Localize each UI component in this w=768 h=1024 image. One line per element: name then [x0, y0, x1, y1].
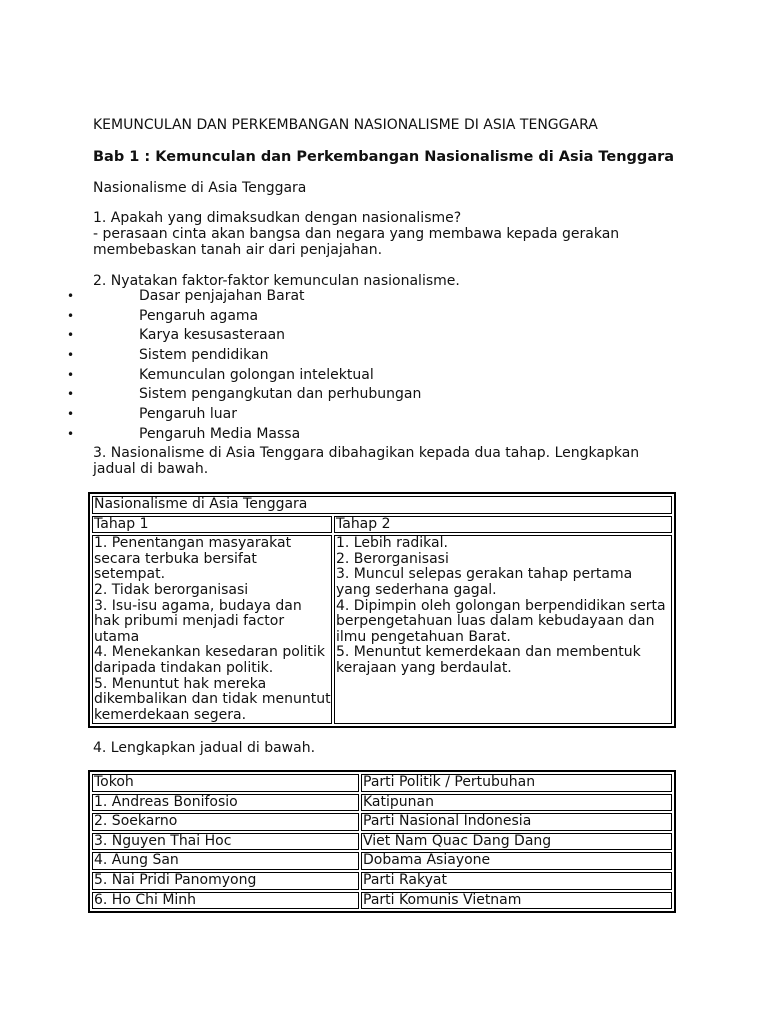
- table-row: [92, 535, 672, 724]
- bullet-icon: •: [67, 289, 75, 303]
- question-4: 4. Lengkapkan jadual di bawah.: [93, 740, 316, 756]
- document-page: KEMUNCULAN DAN PERKEMBANGAN NASIONALISME DI ASIA TENGGARA Bab 1 : Kemunculan dan Perkembangan Nasionalisme di Asia Tenggara Nasionalisme di Asia Tenggara 1. Apakah yang dimaksudkan dengan nasionalisme? - perasaan cinta akan bangsa dan negara yang membawa kepada gerakan membebaskan tanah air dari penjajahan. 2. Nyatakan faktor-faktor kemunculan nasionalisme. • Dasar penjajahan Barat • Pengaruh agama • Karya kesusasteraan • Sistem pendidikan • Kemunculan golongan intelektual • Sistem pengangkutan dan perhubungan • Pengaruh luar • Pengaruh Media Massa 3. Nasionalisme di Asia Tenggara dibahagikan kepada dua tahap. Lengkapkan jadual di bawah. Nasionalisme di Asia Tenggara Tahap 1 Tahap 2 1. Penentangan masyarakat secara terbuka bersifat setempat. 2. Tidak berorganisasi 3. Isu-isu agama, budaya dan hak pribumi menjadi factor utama 4. Menekankan kesedaran politik daripada tindakan politik. 5. Menuntut hak mereka dikembalikan dan tidak menuntut kemerdekaan segera. 1. Lebih radikal. 2. Berorganisasi 3. Muncul selepas gerakan tahap pertama yang sederhana gagal. 4. Dipimpin oleh golongan berpendidikan serta berpengetahuan luas dalam kebudayaan dan ilmu pengetahuan Barat. 5. Menuntut kemerdekaan dan membentuk kerajaan yang berdaulat. 4. Lengkapkan jadual di bawah. Tokoh Parti Politik / Pertubuhan 1. Andreas Bonifosio Katipunan 2. Soekarno Parti Nasional Indonesia 3. Nguyen Thai Hoc Viet Nam Quac Dang Dang 4. Aung San Dobama Asiayone 5. Nai Pridi Panomyong Parti Rakyat 6. Ho Chi Minh Parti Komunis Vietnam: [0, 0, 768, 1024]
- tokoh-cell: 4. Aung San: [92, 852, 359, 870]
- tokoh-cell: 5. Nai Pridi Panomyong: [92, 872, 359, 890]
- stage-2-cell: [334, 535, 672, 724]
- column-header-parti: Parti Politik / Pertubuhan: [361, 774, 672, 792]
- stage-1-line: 4. Menekankan kesedaran politik: [94, 644, 326, 661]
- bullet-icon: •: [67, 407, 75, 422]
- table-row: [92, 833, 672, 851]
- figures-table: [88, 770, 676, 913]
- question-2: 2. Nyatakan faktor-faktor kemunculan nasionalisme.: [93, 273, 460, 289]
- chapter-heading: Bab 1 : Kemunculan dan Perkembangan Nasionalisme di Asia Tenggara: [93, 149, 675, 165]
- table-caption: Nasionalisme di Asia Tenggara: [92, 496, 672, 514]
- stage-2-line: 5. Menuntut kemerdekaan dan membentuk: [336, 644, 641, 661]
- parti-cell: Parti Rakyat: [361, 872, 672, 890]
- stage-2-line: 3. Muncul selepas gerakan tahap pertama: [336, 566, 633, 583]
- stage-2-line: yang sederhana gagal.: [336, 581, 497, 598]
- stage-1-line: dikembalikan dan tidak menuntut: [94, 691, 331, 708]
- stage-2-line: 4. Dipimpin oleh golongan berpendidikan serta: [336, 597, 666, 614]
- stages-table: [88, 492, 676, 728]
- table-row: [92, 813, 672, 831]
- column-header-tokoh: Tokoh: [92, 774, 359, 792]
- stage-1-line: 3. Isu-isu agama, budaya dan: [94, 597, 302, 614]
- stage-1-line: utama: [94, 628, 140, 645]
- table-row: [92, 794, 672, 812]
- stage-2-line: kerajaan yang berdaulat.: [336, 659, 512, 676]
- answer-1-line-2: membebaskan tanah air dari penjajahan.: [93, 242, 383, 258]
- question-3-line-1: 3. Nasionalisme di Asia Tenggara dibahagikan kepada dua tahap. Lengkapkan: [93, 445, 640, 461]
- parti-cell: Viet Nam Quac Dang Dang: [361, 833, 672, 851]
- stage-1-line: daripada tindakan politik.: [94, 659, 274, 676]
- table-row: [92, 774, 672, 792]
- stage-1-line: kemerdekaan segera.: [94, 706, 247, 723]
- stage-1-cell: [92, 535, 332, 724]
- stage-1-line: secara terbuka bersifat: [94, 550, 257, 567]
- parti-cell: Parti Komunis Vietnam: [361, 892, 672, 910]
- section-subheading: Nasionalisme di Asia Tenggara: [93, 180, 307, 196]
- tokoh-cell: 6. Ho Chi Minh: [92, 892, 359, 910]
- stage-1-line: 1. Penentangan masyarakat: [94, 535, 292, 552]
- stage-1-line: hak pribumi menjadi factor: [94, 613, 285, 630]
- table-row: [92, 516, 672, 534]
- stage-1-line: setempat.: [94, 566, 166, 583]
- column-header-stage-2: Tahap 2: [334, 516, 672, 534]
- column-header-stage-1: Tahap 1: [92, 516, 332, 534]
- stage-2-line: 1. Lebih radikal.: [336, 535, 448, 552]
- table-row: [92, 852, 672, 870]
- parti-cell: Dobama Asiayone: [361, 852, 672, 870]
- stage-2-line: ilmu pengetahuan Barat.: [336, 628, 511, 645]
- stage-1-line: 2. Tidak berorganisasi: [94, 581, 249, 598]
- document-title: KEMUNCULAN DAN PERKEMBANGAN NASIONALISME DI ASIA TENGGARA: [93, 117, 598, 133]
- stage-1-line: 5. Menuntut hak mereka: [94, 675, 267, 692]
- stage-2-line: berpengetahuan luas dalam kebudayaan dan: [336, 613, 655, 630]
- answer-1-line-1: - perasaan cinta akan bangsa dan negara yang membawa kepada gerakan: [93, 226, 620, 242]
- bullet-icon: •: [67, 308, 75, 323]
- parti-cell: Katipunan: [361, 794, 672, 812]
- bullet-icon: •: [67, 426, 75, 441]
- parti-cell: Parti Nasional Indonesia: [361, 813, 672, 831]
- bullet-icon: •: [67, 328, 75, 343]
- bullet-icon: •: [67, 348, 75, 363]
- tokoh-cell: 2. Soekarno: [92, 813, 359, 831]
- stage-2-line: 2. Berorganisasi: [336, 550, 449, 567]
- bullet-icon: •: [67, 367, 75, 382]
- table-row: [92, 872, 672, 890]
- tokoh-cell: 3. Nguyen Thai Hoc: [92, 833, 359, 851]
- tokoh-cell: 1. Andreas Bonifosio: [92, 794, 359, 812]
- bullet-icon: •: [67, 387, 75, 402]
- table-row: [92, 496, 672, 514]
- table-row: [92, 892, 672, 910]
- question-1: 1. Apakah yang dimaksudkan dengan nasionalisme?: [93, 210, 462, 226]
- question-3-line-2: jadual di bawah.: [93, 461, 209, 477]
